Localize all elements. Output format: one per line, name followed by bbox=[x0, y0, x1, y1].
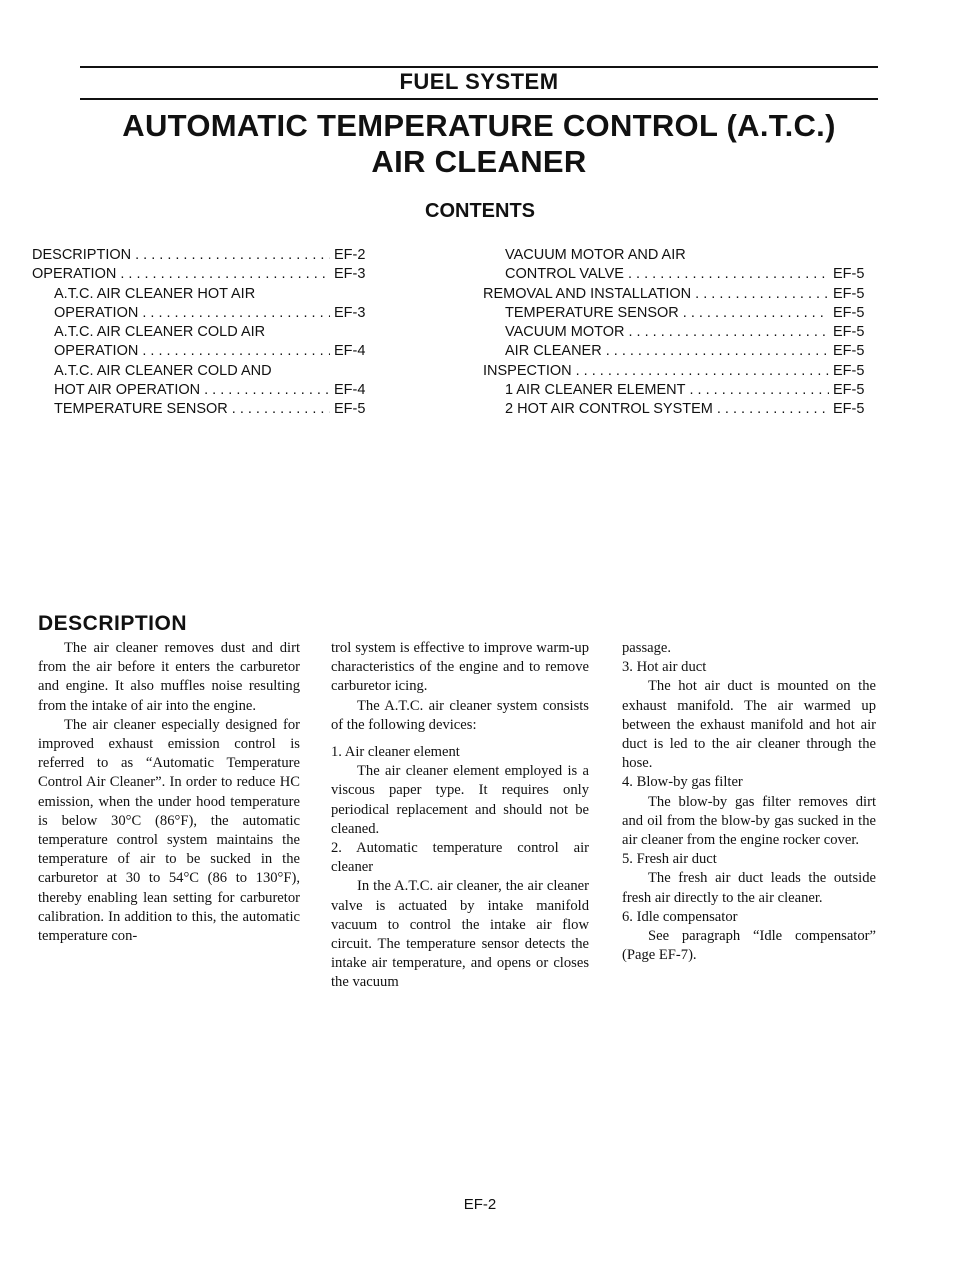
toc-entry-label: TEMPERATURE SENSOR bbox=[505, 304, 679, 321]
toc-entry-page: EF-5 bbox=[833, 324, 865, 341]
toc-leader-dots bbox=[683, 304, 829, 323]
item-title: 6. Idle compensator bbox=[622, 908, 738, 925]
contents-heading: CONTENTS bbox=[425, 200, 535, 222]
toc-entry-page: EF-4 bbox=[334, 343, 366, 360]
toc-entry[interactable] bbox=[32, 381, 372, 400]
item-body: In the A.T.C. air cleaner, the air cleaner valve is actuated by intake manifold vacuum to control the intake air flow circuit. The temperature sensor detects the intake air temperature, and opens or closes the vacuum bbox=[331, 878, 589, 991]
toc-left-column bbox=[32, 246, 372, 420]
item-title: 2. Automatic temperature control air cleaner bbox=[331, 840, 589, 876]
toc-entry[interactable] bbox=[483, 246, 871, 265]
toc-leader-dots bbox=[135, 246, 330, 265]
toc-leader-dots bbox=[576, 362, 829, 381]
toc-entry[interactable] bbox=[483, 323, 871, 342]
toc-entry[interactable] bbox=[32, 400, 372, 419]
toc-entry[interactable] bbox=[32, 246, 372, 265]
toc-entry-page: EF-5 bbox=[833, 401, 865, 418]
paragraph: The A.T.C. air cleaner system consists of the following devices: bbox=[331, 697, 589, 733]
toc-entry-page: EF-3 bbox=[334, 266, 366, 283]
toc-entry-label: AIR CLEANER bbox=[505, 343, 602, 360]
toc-entry-page: EF-4 bbox=[334, 382, 366, 399]
toc-entry[interactable] bbox=[483, 381, 871, 400]
toc-entry[interactable] bbox=[483, 342, 871, 361]
toc-entry-label: 1 AIR CLEANER ELEMENT bbox=[505, 382, 686, 399]
toc-leader-dots bbox=[606, 342, 829, 361]
header-rule-bottom bbox=[80, 98, 878, 100]
toc-entry-label: INSPECTION bbox=[483, 362, 572, 379]
page-number: EF-2 bbox=[463, 1196, 497, 1213]
toc-right-column bbox=[483, 246, 871, 420]
toc-entry[interactable] bbox=[32, 285, 372, 304]
toc-entry-label: OPERATION bbox=[54, 304, 139, 321]
toc-entry-label: OPERATION bbox=[54, 343, 139, 360]
toc-entry-page: EF-5 bbox=[833, 304, 865, 321]
toc-leader-dots bbox=[142, 342, 330, 361]
text-column-3 bbox=[622, 639, 876, 965]
toc-entry-label: 2 HOT AIR CONTROL SYSTEM bbox=[505, 401, 713, 418]
section-title: FUEL SYSTEM bbox=[399, 69, 559, 94]
section-header bbox=[80, 66, 878, 100]
item-body: The fresh air duct leads the outside fresh air directly to the air cleaner. bbox=[622, 870, 876, 906]
page-title bbox=[80, 108, 878, 180]
toc-entry[interactable] bbox=[483, 265, 871, 284]
paragraph: passage. bbox=[622, 640, 672, 656]
item-body: The hot air duct is mounted on the exhaust manifold. The air warmed up between the exhaust manifold and hot air duct is led to the air cleaner through the hose. bbox=[622, 678, 876, 772]
toc-entry-page: EF-5 bbox=[833, 382, 865, 399]
toc-entry-label: CONTROL VALVE bbox=[505, 266, 624, 283]
toc-entry[interactable] bbox=[483, 400, 871, 419]
toc-entry-label: HOT AIR OPERATION bbox=[54, 382, 201, 399]
item-title: 5. Fresh air duct bbox=[622, 851, 717, 868]
toc-entry[interactable] bbox=[483, 285, 871, 304]
toc-leader-dots bbox=[120, 265, 330, 284]
toc-leader-dots bbox=[204, 381, 330, 400]
toc-entry-label: TEMPERATURE SENSOR bbox=[54, 401, 228, 418]
toc-entry-page: EF-5 bbox=[334, 401, 366, 418]
paragraph: The air cleaner especially designed for improved exhaust emission control is referred to as “Automatic Temperature Control Air Cleaner”. In order to reduce HC emission, when the under hood temperature is below 30°C (86°F), the automatic temperature control system maintains the temperature of air to be sucked in the carburetor at 30 to 54°C (86 to 130°F), thereby enabling lean setting for carburetor calibration. In addition to this, the automatic temperature con- bbox=[38, 716, 300, 945]
page-title-line-2: AIR CLEANER bbox=[371, 144, 587, 179]
toc-leader-dots bbox=[717, 400, 829, 419]
toc-leader-dots bbox=[628, 265, 829, 284]
item-title: 3. Hot air duct bbox=[622, 659, 707, 676]
toc-entry-label: DESCRIPTION bbox=[32, 247, 132, 263]
toc-entry[interactable] bbox=[32, 362, 372, 381]
item-title: 1. Air cleaner element bbox=[331, 744, 460, 761]
toc-entry-label: REMOVAL AND INSTALLATION bbox=[483, 285, 692, 302]
toc-entry[interactable] bbox=[32, 342, 372, 361]
toc-entry-page: EF-2 bbox=[334, 247, 366, 263]
item-title: 4. Blow-by gas filter bbox=[622, 774, 743, 791]
toc-leader-dots bbox=[695, 285, 829, 304]
toc-entry-page: EF-5 bbox=[833, 343, 865, 360]
toc-entry[interactable] bbox=[483, 362, 871, 381]
item-body: The blow-by gas filter removes dirt and oil from the blow-by gas sucked in the air cleaner from the engine rocker cover. bbox=[622, 793, 876, 849]
paragraph: The air cleaner removes dust and dirt from the air before it enters the carburetor and engine. It also muffles noise resulting from the intake of air into the engine. bbox=[38, 640, 300, 714]
item-body: See paragraph “Idle compensator” (Page EF-7). bbox=[622, 928, 876, 964]
toc-entry-page: EF-5 bbox=[833, 266, 865, 283]
toc-entry-label: OPERATION bbox=[32, 266, 117, 283]
toc-entry[interactable] bbox=[483, 304, 871, 323]
toc-entry[interactable] bbox=[32, 323, 372, 342]
toc-entry-page: EF-5 bbox=[833, 285, 865, 302]
toc-leader-dots bbox=[690, 381, 830, 400]
page-title-line-1: AUTOMATIC TEMPERATURE CONTROL (A.T.C.) bbox=[122, 108, 836, 143]
item-body: The air cleaner element employed is a viscous paper type. It requires only periodical replacement and should not be cleaned. bbox=[331, 763, 589, 837]
toc-entry-page: EF-3 bbox=[334, 304, 366, 321]
toc-entry-page: EF-5 bbox=[833, 362, 865, 379]
toc-entry[interactable] bbox=[32, 304, 372, 323]
toc-leader-dots bbox=[232, 400, 330, 419]
toc-entry-label: A.T.C. AIR CLEANER HOT AIR bbox=[54, 285, 256, 302]
paragraph: trol system is effective to improve warm-up characteristics of the engine and to remove carburetor icing. bbox=[331, 640, 589, 695]
toc-entry[interactable] bbox=[32, 265, 372, 284]
toc-entry-label: A.T.C. AIR CLEANER COLD AIR bbox=[54, 324, 266, 341]
toc-leader-dots bbox=[629, 323, 830, 342]
toc-entry-label: VACUUM MOTOR AND AIR bbox=[505, 247, 686, 263]
toc-entry-label: A.T.C. AIR CLEANER COLD AND bbox=[54, 362, 272, 379]
toc-leader-dots bbox=[142, 304, 330, 323]
description-heading: DESCRIPTION bbox=[38, 612, 188, 635]
toc-entry-label: VACUUM MOTOR bbox=[505, 324, 625, 341]
text-column-2 bbox=[331, 639, 589, 993]
text-column-1 bbox=[38, 639, 300, 946]
